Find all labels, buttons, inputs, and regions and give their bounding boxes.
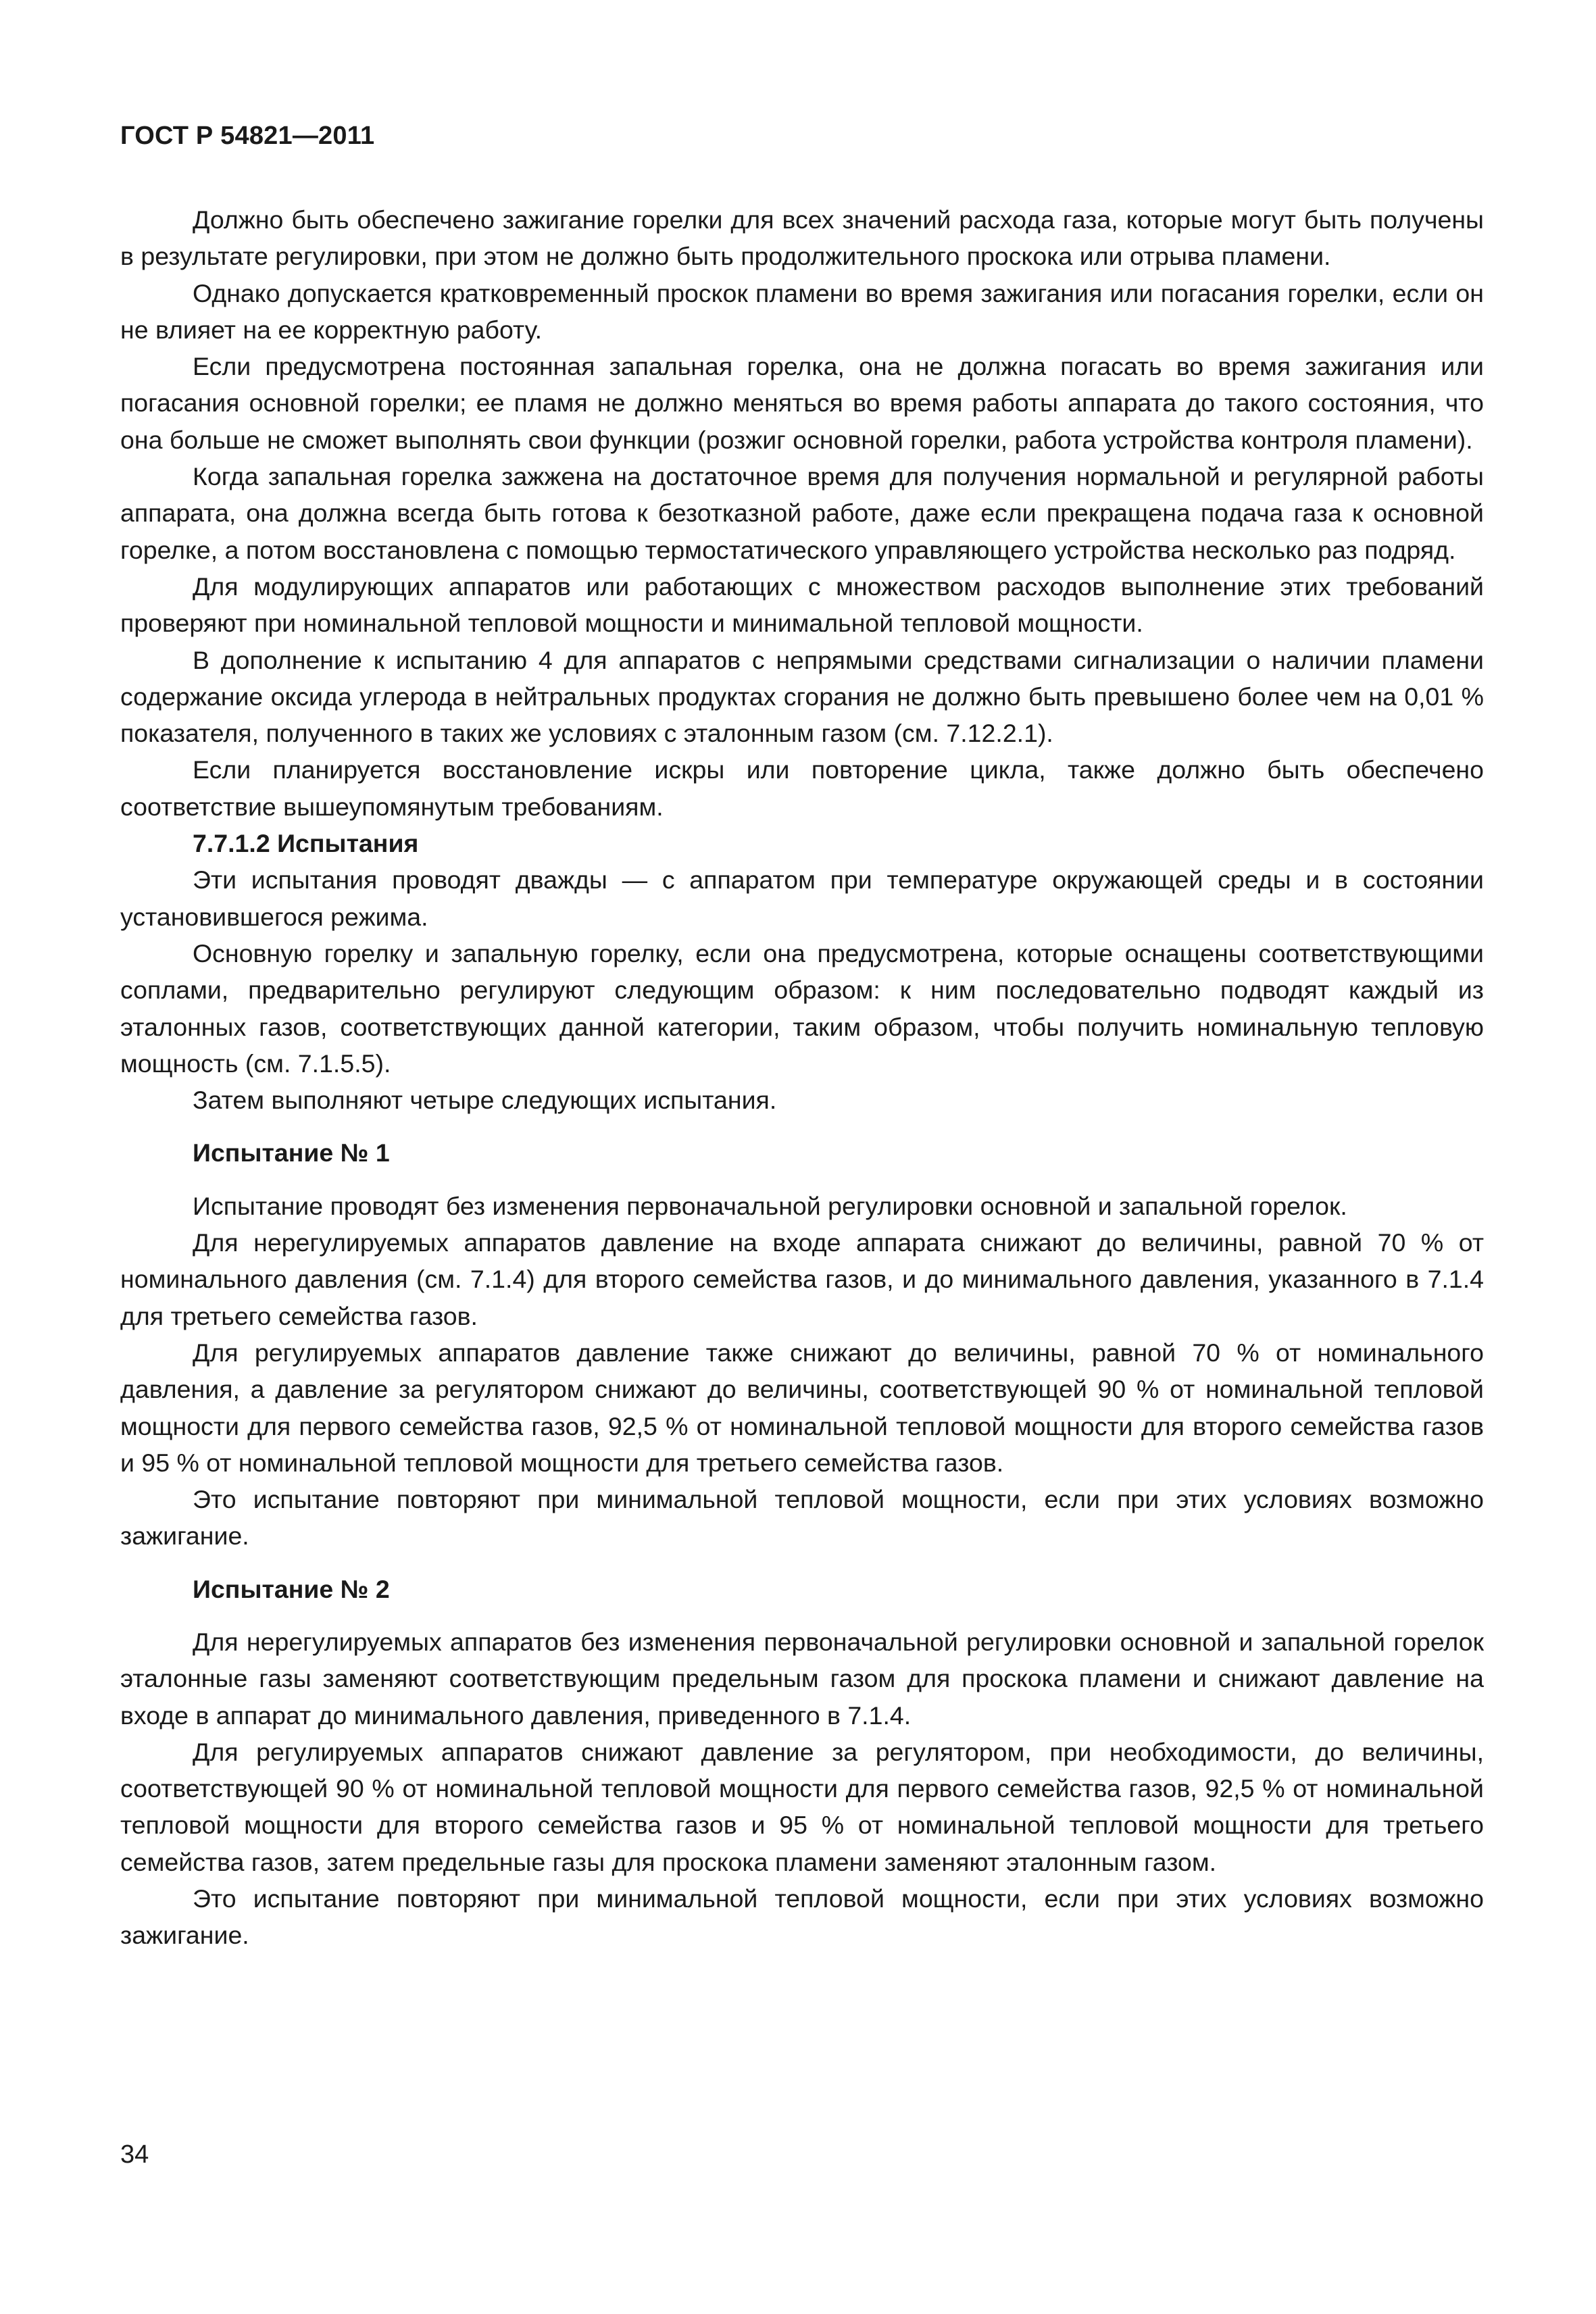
document-code-header: ГОСТ Р 54821—2011	[120, 122, 375, 150]
paragraph: Однако допускается кратковременный проскок пламени во время зажигания или погасания горелки, если он не влияет на ее корректную работу.	[120, 278, 1484, 344]
test-1-heading: Испытание № 1	[193, 1138, 390, 1167]
paragraph: Для модулирующих аппаратов или работающих с множеством расходов выполнение этих требований проверяют при номинальной тепловой мощности и минимальной тепловой мощности.	[120, 572, 1484, 638]
paragraph: Это испытание повторяют при минимальной тепловой мощности, если при этих условиях возможно зажигание.	[120, 1884, 1484, 1950]
paragraph: Должно быть обеспечено зажигание горелки для всех значений расхода газа, которые могут быть получены в результате регулировки, при этом не должно быть продолжительного проскока или отрыва пламени.	[120, 205, 1484, 271]
paragraph: Если предусмотрена постоянная запальная горелка, она не должна погасать во время зажигания или погасания основной горелки; ее пламя не должно меняться во время работы аппарата до такого состояния, что она больше не сможет выполнять свои функции (розжиг основной горелки, работа устройства контроля пламени).	[120, 352, 1484, 454]
paragraph: Когда запальная горелка зажжена на достаточное время для получения нормальной и регулярной работы аппарата, она должна всегда быть готова к безотказной работе, даже если прекращена подача газа к основной горелке, а потом восстановлена с помощью термостатического управляющего устройства несколько раз подряд.	[120, 462, 1484, 564]
section-heading-7712: 7.7.1.2 Испытания	[193, 829, 419, 858]
paragraph: Для регулируемых аппаратов снижают давление за регулятором, при необходимости, до величины, соответствующей 90 % от номинальной тепловой мощности для первого семейства газов, 92,5 % от номинальной тепловой мощности для второго семейства газов и 95 % от номинальной тепловой мощности для третьего семейства газов, затем предельные газы для проскока пламени заменяют эталонным газом.	[120, 1737, 1484, 1876]
paragraph: Испытание проводят без изменения первоначальной регулировки основной и запальной горелок.	[193, 1191, 1347, 1220]
page-number: 34	[120, 2140, 149, 2169]
paragraph: В дополнение к испытанию 4 для аппаратов с непрямыми средствами сигнализации о наличии пламени содержание оксида углерода в нейтральных продуктах сгорания не должно быть превышено более чем на 0,01 % показателя, полученного в таких же условиях с эталонным газом (см. 7.12.2.1).	[120, 645, 1484, 748]
paragraph: Это испытание повторяют при минимальной тепловой мощности, если при этих условиях возможно зажигание.	[120, 1485, 1484, 1551]
paragraph: Эти испытания проводят дважды — с аппаратом при температуре окружающей среды и в состоянии установившегося режима.	[120, 865, 1484, 931]
paragraph: Затем выполняют четыре следующих испытания.	[193, 1086, 777, 1115]
paragraph: Для нерегулируемых аппаратов без изменения первоначальной регулировки основной и запальной горелок эталонные газы заменяют соответствующим предельным газом для проскока пламени и снижают давление на входе в аппарат до минимального давления, приведенного в 7.1.4.	[120, 1627, 1484, 1730]
paragraph: Основную горелку и запальную горелку, если она предусмотрена, которые оснащены соответствующими соплами, предварительно регулируют следующим образом: к ним последовательно подводят каждый из эталонных газов, соответствующих данной категории, таким образом, чтобы получить номинальную тепловую мощность (см. 7.1.5.5).	[120, 938, 1484, 1078]
body-text	[120, 201, 1484, 1954]
test-2-heading: Испытание № 2	[193, 1574, 390, 1603]
paragraph: Если планируется восстановление искры или повторение цикла, также должно быть обеспечено соответствие вышеупомянутым требованиям.	[120, 755, 1484, 821]
paragraph: Для нерегулируемых аппаратов давление на входе аппарата снижают до величины, равной 70 % от номинального давления (см. 7.1.4) для второго семейства газов, и до минимального давления, указанного в 7.1.4 для третьего семейства газов.	[120, 1228, 1484, 1330]
paragraph: Для регулируемых аппаратов давление также снижают до величины, равной 70 % от номинального давления, а давление за регулятором снижают до величины, соответствующей 90 % от номинальной тепловой мощности для первого семейства газов, 92,5 % от номинальной тепловой мощности для второго семейства газов и 95 % от номинальной тепловой мощности для третьего семейства газов.	[120, 1338, 1484, 1477]
